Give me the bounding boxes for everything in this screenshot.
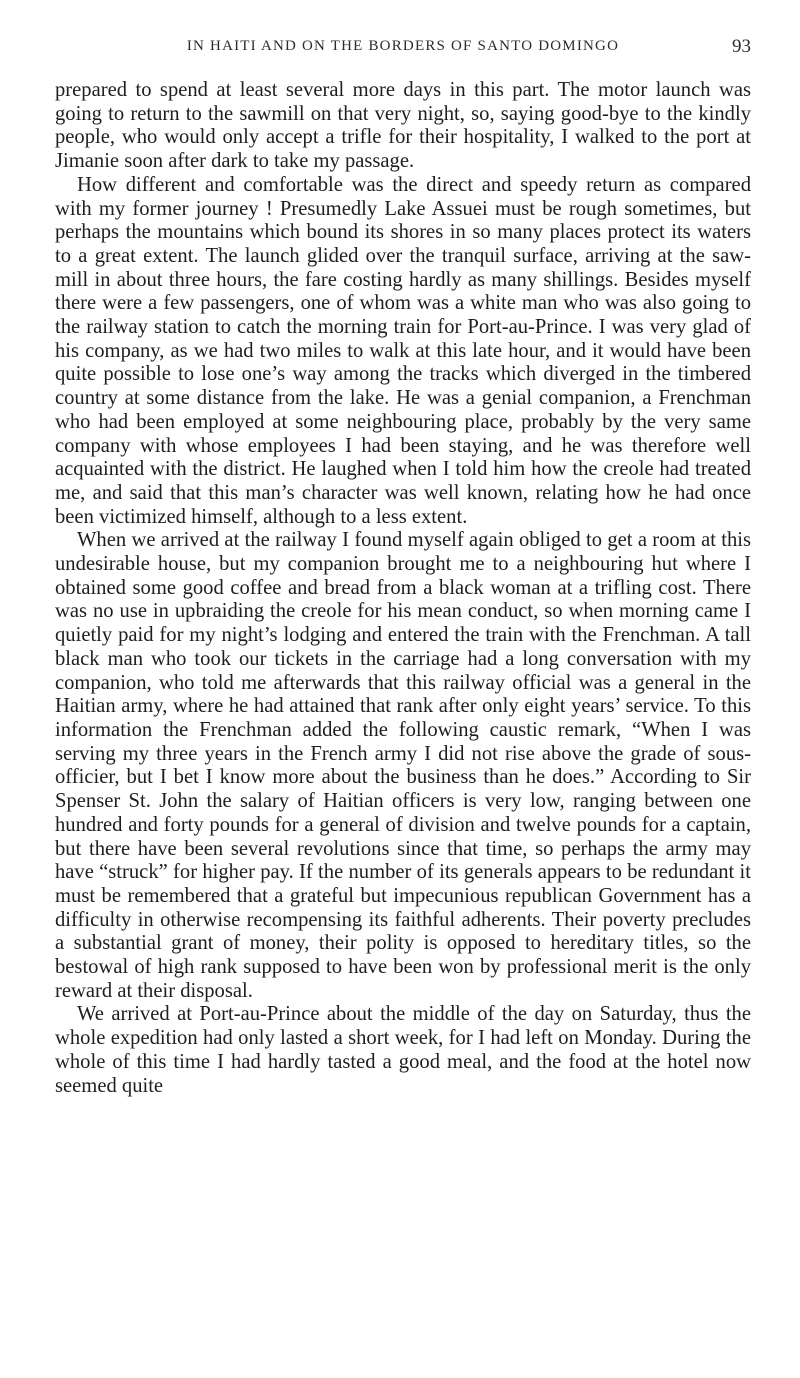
paragraph-railway: When we arrived at the railway I found myself again obliged to get a room at this undesirable house, but my companion brought me to a neighbouring hut where I obtained some good coffee and bread from a black woman at a trifling cost. There was no use in upbraiding the creole for his mean conduct, so when morning came I quietly paid for my night’s lodging and entered the train with the Frenchman. A tall black man who took our tickets in the carriage had a long conversation with my companion, who told me afterwards that this railway official was a general in the Haitian army, where he had attained that rank after only eight years’ service. To this information the Frenchman added the following caustic remark, “When I was serving my three years in the French army I did not rise above the grade of sous-officier, but I bet I know more about the business than he does.” According to Sir Spenser St. John the salary of Haitian officers is very low, ranging between one hundred and forty pounds for a general of division and twelve pounds for a captain, but there have been several revolutions since that time, so perhaps the army may have “struck” for higher pay. If the number of its generals appears to be redundant it must be remembered that a grateful but impecunious republican Government has a difficulty in otherwise recompensing its faithful adherents. Their poverty precludes a substantial grant of money, their polity is opposed to hereditary titles, so the bestowal of high rank supposed to have been won by professional merit is the only reward at their disposal. xyxy=(55,529,751,1002)
running-title: IN HAITI AND ON THE BORDERS OF SANTO DOMINGO xyxy=(186,38,620,54)
body-text xyxy=(55,79,751,1098)
page-number: 93 xyxy=(732,36,751,57)
paragraph-arrival: We arrived at Port-au-Prince about the middle of the day on Saturday, thus the whole expedition had only lasted a short week, for I had left on Monday. During the whole of this time I had hardly tasted a good meal, and the food at the hotel now seemed quite xyxy=(55,1003,751,1097)
book-page xyxy=(55,0,751,1098)
paragraph-continued: prepared to spend at least several more days in this part. The motor launch was going to return to the sawmill on that very night, so, saying good-bye to the kindly people, who would only accept a trifle for their hospitality, I walked to the port at Jimanie soon after dark to take my passage. xyxy=(55,79,751,173)
running-header xyxy=(55,0,751,64)
paragraph-return-journey: How different and comfortable was the direct and speedy return as compared with my former journey ! Presumedly Lake Assuei must be rough sometimes, but perhaps the mountains which bound its shores in so many places protect its waters to a great extent. The launch glided over the tranquil surface, arriving at the saw-mill in about three hours, the fare costing hardly as many shillings. Besides myself there were a few passengers, one of whom was a white man who was also going to the railway station to catch the morning train for Port-au-Prince. I was very glad of his company, as we had two miles to walk at this late hour, and it would have been quite possible to lose one’s way among the tracks which diverged in the timbered country at some distance from the lake. He was a genial companion, a Frenchman who had been employed at some neighbouring place, probably by the very same company with whose employees I had been staying, and he was therefore well acquainted with the district. He laughed when I told him how the creole had treated me, and said that this man’s character was well known, relating how he had once been victimized himself, although to a less extent. xyxy=(55,173,751,528)
